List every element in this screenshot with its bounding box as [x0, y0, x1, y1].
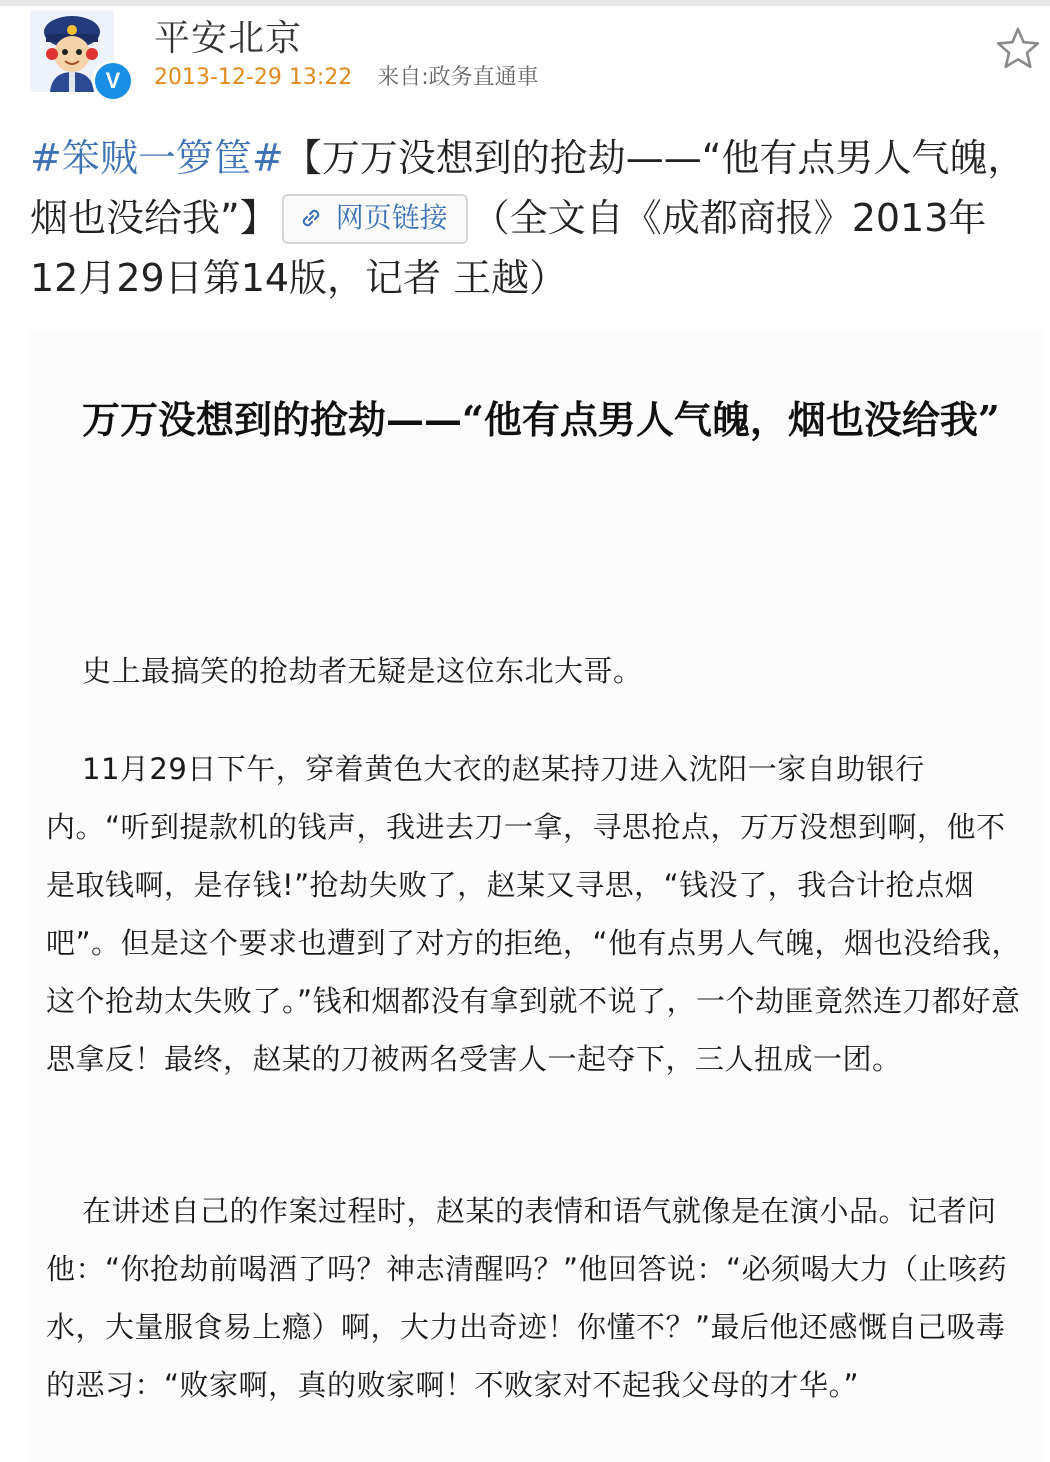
article-paragraph: 11月29日下午，穿着黄色大衣的赵某持刀进入沈阳一家自助银行内。“听到提款机的钱声，我进去刀一拿，寻思抢点，万万没想到啊，他不是取钱啊，是存钱!”抢劫失败了，赵某又寻思，“钱没了，我合计抢点烟吧”。但是这个要求也遭到了对方的拒绝，“他有点男人气魄，烟也没给我，这个抢劫太失败了。”钱和烟都没有拿到就不说了，一个劫匪竟然连刀都好意思拿反！最终，赵某的刀被两名受害人一起夺下，三人扭成一团。: [46, 752, 1022, 1076]
top-divider: [0, 0, 1050, 6]
star-outline-icon[interactable]: [994, 24, 1042, 72]
post-text: [30, 128, 1034, 308]
article-title: [46, 390, 1026, 450]
post-source-note: （全文自《成都商报》2013年12月29日第14版，记者 王越）: [30, 196, 987, 300]
topic-hashtag[interactable]: #笨贼一箩筐#: [30, 136, 284, 180]
article-paragraph: 史上最搞笑的抢劫者无疑是这位东北大哥。: [82, 654, 643, 688]
article-paragraph: 在讲述自己的作案过程时，赵某的表情和语气就像是在演小品。记者问他：“你抢劫前喝酒了吗？神志清醒吗？”他回答说：“必须喝大力（止咳药水，大量服食易上瘾）啊，大力出奇迹！你懂不？”最后他还感慨自己吸毒的恶习：“败家啊，真的败家啊！不败家对不起我父母的才华。”: [46, 1194, 1008, 1402]
post-source[interactable]: 来自:政务直通車: [377, 65, 539, 90]
post-headline: 【万万没想到的抢劫——“他有点男人气魄，烟也没给我”】: [30, 136, 1026, 240]
web-link-button[interactable]: [282, 194, 468, 244]
verified-badge: V: [92, 60, 134, 102]
post-timestamp: 2013-12-29 13:22: [154, 65, 353, 90]
post-meta: [154, 60, 539, 91]
article-image[interactable]: [28, 330, 1044, 1462]
article-title-text: 万万没想到的抢劫——“他有点男人气魄，烟也没给我”: [82, 397, 1000, 442]
web-link-label: 网页链接: [335, 201, 448, 234]
link-icon: [298, 205, 324, 231]
account-name[interactable]: 平安北京: [154, 18, 303, 59]
